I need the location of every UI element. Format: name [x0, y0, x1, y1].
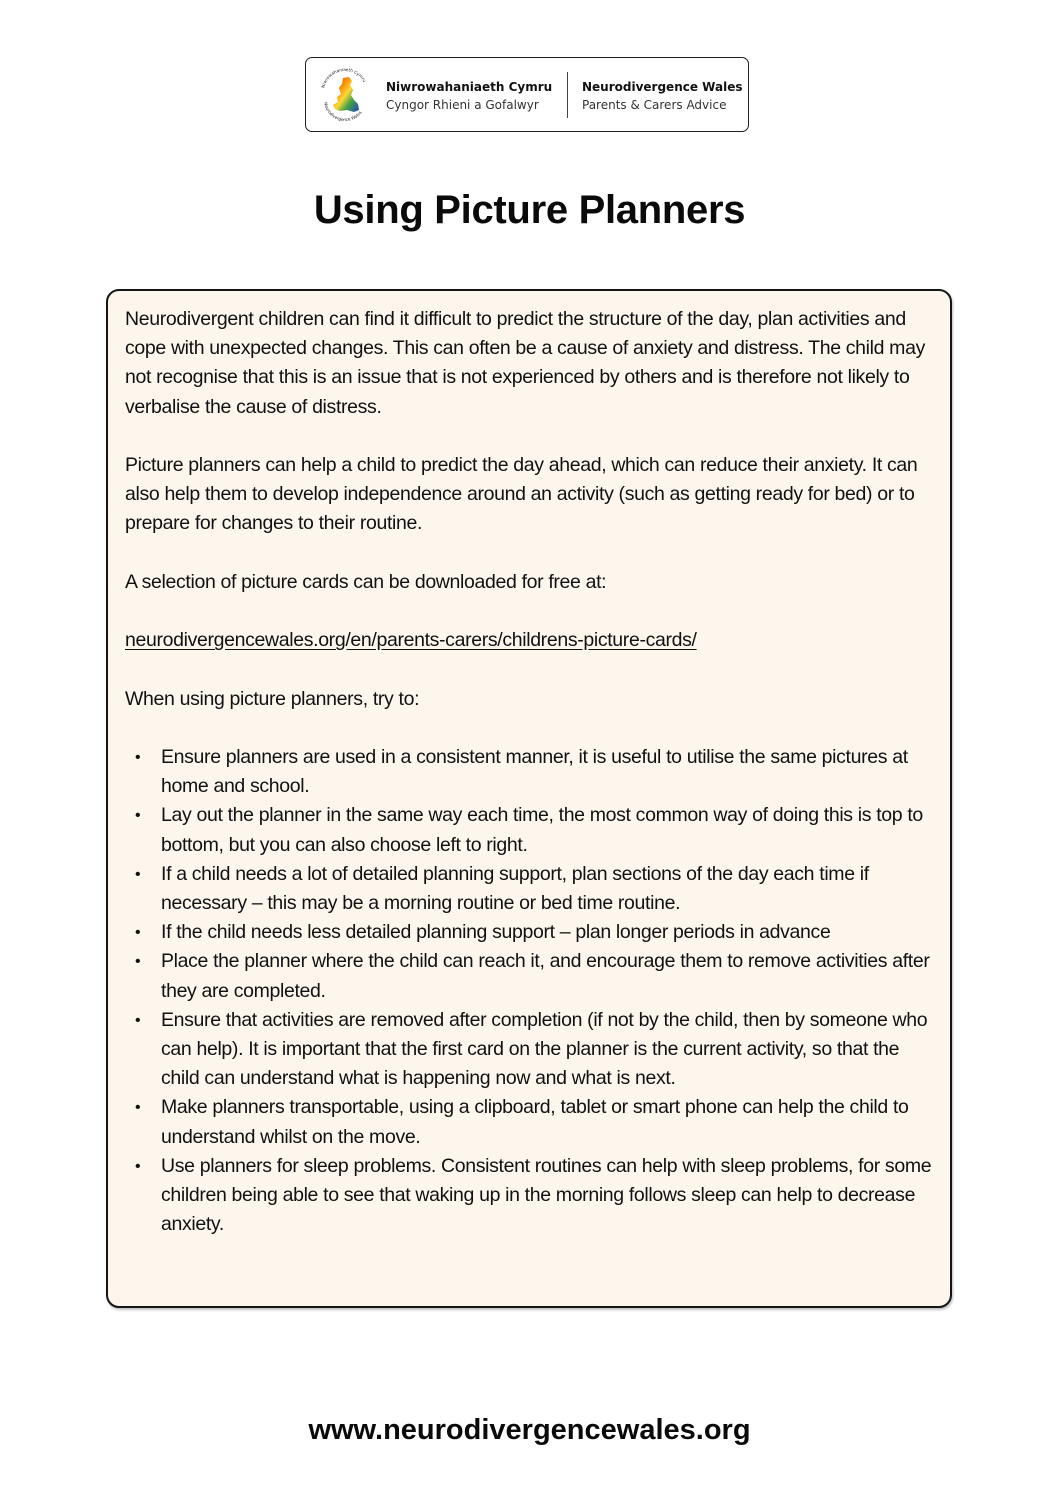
list-intro: When using picture planners, try to:	[125, 687, 420, 710]
svg-text:Neurodivergence Wales: Neurodivergence Wales	[323, 101, 363, 123]
intro-paragraph: Neurodivergent children can find it difficult to predict the structure of the day, plan activities and cope with unexpected changes. This can often be a cause of anxiety and distress. The child may not recognise that this is an issue that is not experienced by others and is therefore not likely to verbalise the cause of distress.	[125, 308, 925, 418]
list-item: • Ensure that activities are removed after completion (if not by the child, then by someone who can help). It is important that the first card on the planner is the current activity, so that the child can understand what is happening now and what is next.	[161, 1006, 934, 1094]
welsh-org-subtitle: Cyngor Rhieni a Gofalwyr	[386, 98, 539, 112]
english-org-name: Neurodivergence Wales	[582, 80, 743, 94]
page-title: Using Picture Planners	[313, 188, 746, 232]
bullet-icon: •	[135, 1157, 141, 1175]
english-org-subtitle: Parents & Carers Advice	[582, 98, 727, 112]
content-box	[106, 289, 952, 1308]
benefits-paragraph: Picture planners can help a child to predict the day ahead, which can reduce their anxiety. It can also help them to develop independence around an activity (such as getting ready for bed) or to prepare for changes to their routine.	[125, 454, 918, 535]
list-item: • If the child needs less detailed planning support – plan longer periods in advance	[161, 918, 934, 947]
list-item: • Ensure planners are used in a consistent manner, it is useful to utilise the same pictures at home and school.	[161, 743, 934, 801]
badge-divider	[567, 72, 568, 118]
bullet-icon: •	[135, 1099, 141, 1117]
bullet-icon: •	[135, 807, 141, 825]
list-item: • If a child needs a lot of detailed planning support, plan sections of the day each time if necessary – this may be a morning routine or bed time routine.	[161, 860, 934, 918]
list-item: • Use planners for sleep problems. Consistent routines can help with sleep problems, for some children being able to see that waking up in the morning follows sleep can help to decrease anxiety.	[161, 1152, 934, 1240]
welsh-org-block	[386, 78, 552, 114]
header-logo-badge	[305, 57, 749, 132]
list-item: • Lay out the planner in the same way each time, the most common way of doing this is top to bottom, but you can also choose left to right.	[161, 801, 934, 859]
wales-map-rainbow-logo-icon	[316, 66, 374, 124]
picture-cards-link[interactable]: neurodivergencewales.org/en/parents-carers/childrens-picture-cards/	[125, 629, 697, 652]
tips-list	[125, 743, 934, 1239]
bullet-icon: •	[135, 924, 141, 942]
footer-website-url: www.neurodivergencewales.org	[308, 1414, 751, 1446]
bullet-icon: •	[135, 865, 141, 883]
svg-text:Niwrowahaniaeth Cymru: Niwrowahaniaeth Cymru	[320, 66, 368, 89]
welsh-org-name: Niwrowahaniaeth Cymru	[386, 80, 553, 94]
download-paragraph: A selection of picture cards can be downloaded for free at:	[125, 570, 607, 593]
bullet-icon: •	[135, 1011, 141, 1029]
bullet-icon: •	[135, 748, 141, 766]
bullet-icon: •	[135, 953, 141, 971]
english-org-block	[582, 78, 742, 114]
list-item: • Place the planner where the child can reach it, and encourage them to remove activities after they are completed.	[161, 947, 934, 1005]
list-item: • Make planners transportable, using a clipboard, tablet or smart phone can help the child to understand whilst on the move.	[161, 1093, 934, 1151]
